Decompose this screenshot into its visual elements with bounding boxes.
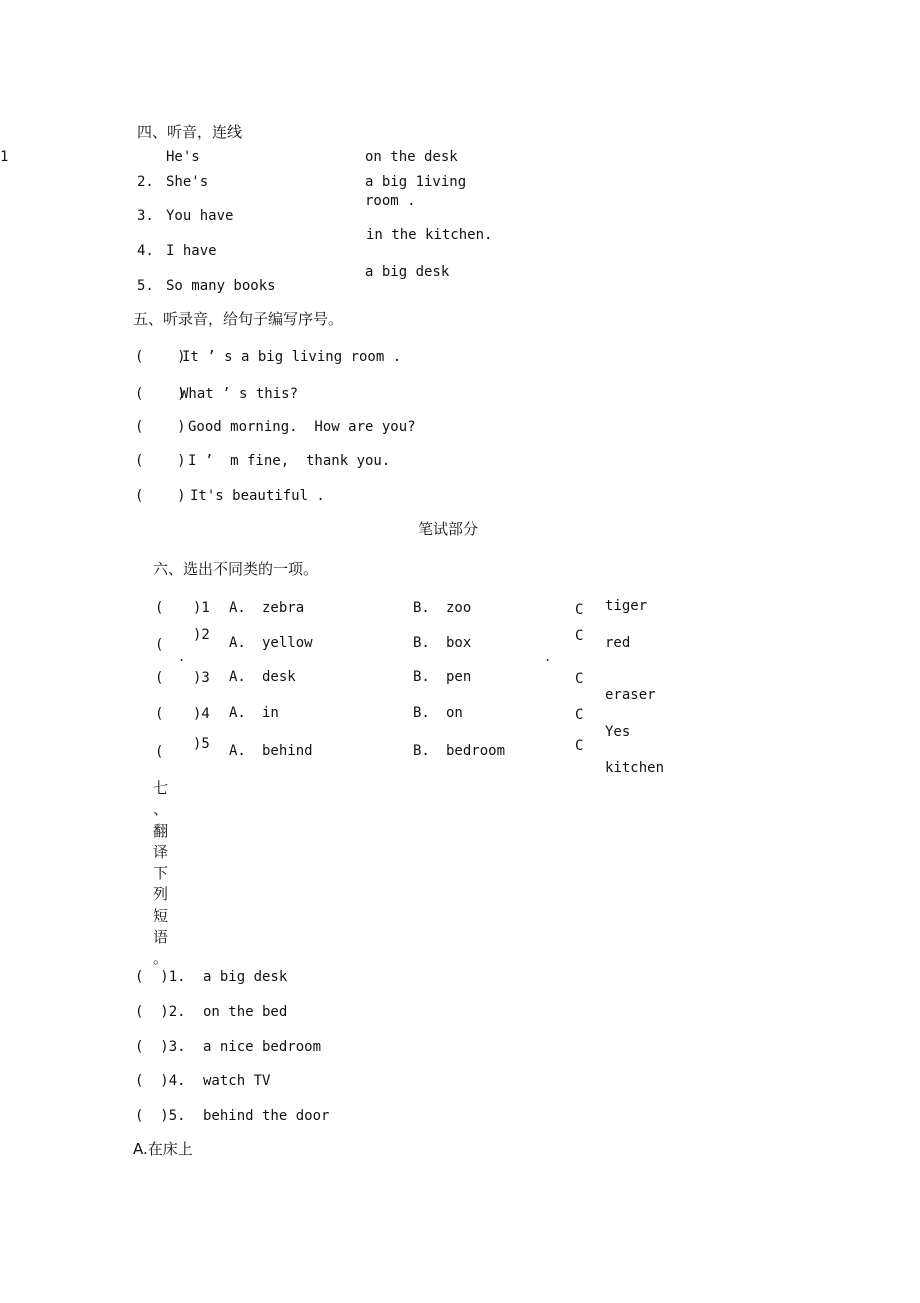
odd-one-out-num: )5 [193, 736, 210, 752]
translate-phrase-4: watch TV [203, 1073, 271, 1089]
option-a: behind [262, 743, 313, 759]
option-c: kitchen [605, 760, 665, 776]
option-a-label: A. [229, 743, 246, 759]
match-left-num-5: 5. [137, 278, 154, 294]
odd-one-out-num: )2 [193, 627, 210, 643]
order-sentence-3: Good morning. How are you? [188, 419, 416, 435]
stray-dot: . [544, 650, 552, 664]
heading-char: 。 [153, 949, 169, 968]
option-a: zebra [262, 600, 305, 616]
option-c: red [605, 635, 631, 651]
odd-one-out-paren: ( [155, 637, 164, 653]
option-c: eraser [605, 687, 656, 703]
option-c-label: C [575, 707, 584, 723]
match-left-num-2: 2. [137, 174, 154, 190]
odd-one-out-paren: ( [155, 744, 164, 760]
option-a: yellow [262, 635, 313, 651]
match-left-1: He's [166, 149, 200, 165]
heading-char: 下 [153, 864, 169, 883]
order-paren-4: ( ) [135, 453, 186, 469]
stray-dot: . [178, 650, 186, 664]
match-right-2: a big 1iving [365, 174, 467, 190]
order-sentence-2: What ’ s this? [180, 386, 299, 402]
translate-phrase-2: on the bed [203, 1004, 288, 1020]
order-sentence-4: I ’ m fine, thank you. [188, 453, 391, 469]
match-right-3: in the kitchen. [366, 227, 493, 243]
option-b: bedroom [446, 743, 506, 759]
option-b: zoo [446, 600, 472, 616]
match-left-2: She's [166, 174, 209, 190]
option-b-label: B. [413, 669, 430, 685]
match-right-1: on the desk [365, 149, 458, 165]
option-b-label: B. [413, 743, 430, 759]
section-7-heading [153, 778, 173, 970]
translate-num-5: ( )5. [135, 1108, 186, 1124]
order-paren-2: ( ) [135, 386, 186, 402]
option-c-label: C [575, 738, 584, 754]
heading-char: 列 [153, 885, 169, 904]
heading-char: 、 [153, 800, 169, 819]
heading-char: 短 [153, 906, 169, 925]
odd-one-out-num: )1 [193, 600, 210, 616]
order-sentence-5: It's beautiful . [190, 488, 325, 504]
heading-char: 七 [153, 779, 169, 797]
option-a-label: A. [229, 705, 246, 721]
section-6-heading: 六、选出不同类的一项。 [153, 560, 319, 578]
option-c-label: C [575, 602, 584, 618]
option-a-label: A. [229, 635, 246, 651]
translate-num-1: ( )1. [135, 969, 186, 985]
odd-one-out-paren: ( [155, 600, 164, 616]
translate-phrase-3: a nice bedroom [203, 1039, 322, 1055]
heading-char: 翻 [153, 821, 169, 840]
option-a: in [262, 705, 279, 721]
order-sentence-1: It ’ s a big living room . [182, 349, 402, 365]
option-b: box [446, 635, 472, 651]
option-c: tiger [605, 598, 648, 614]
match-left-3: You have [166, 208, 234, 224]
option-b-label: B. [413, 635, 430, 651]
odd-one-out-paren: ( [155, 706, 164, 722]
order-paren-3: ( ) [135, 419, 186, 435]
option-b: pen [446, 669, 472, 685]
translate-phrase-1: a big desk [203, 969, 288, 985]
odd-one-out-paren: ( [155, 670, 164, 686]
translate-num-4: ( )4. [135, 1073, 186, 1089]
order-paren-1: ( ) [135, 349, 186, 365]
odd-one-out-num: )4 [193, 706, 210, 722]
heading-char: 语 [153, 928, 169, 947]
match-left-5: So many books [166, 278, 276, 294]
match-left-num-3: 3. [137, 208, 154, 224]
answer-option-a: A.在床上 [133, 1140, 193, 1158]
option-c: Yes [605, 724, 631, 740]
translate-num-3: ( )3. [135, 1039, 186, 1055]
option-b-label: B. [413, 600, 430, 616]
option-b-label: B. [413, 705, 430, 721]
option-a: desk [262, 669, 296, 685]
match-right-2-cont: room . [365, 193, 416, 209]
translate-num-2: ( )2. [135, 1004, 186, 1020]
option-c-label: C [575, 671, 584, 687]
option-c-label: C [575, 628, 584, 644]
match-right-4: a big desk [365, 264, 450, 280]
translate-phrase-5: behind the door [203, 1108, 330, 1124]
stray-number: 1 [0, 149, 9, 165]
match-left-4: I have [166, 243, 217, 259]
section-5-heading: 五、听录音，给句子编写序号。 [133, 310, 344, 328]
option-a-label: A. [229, 600, 246, 616]
match-left-num-4: 4. [137, 243, 154, 259]
section-4-heading: 四、听音，连线 [137, 123, 243, 141]
option-b: on [446, 705, 463, 721]
option-a-label: A. [229, 669, 246, 685]
heading-char: 译 [153, 842, 169, 861]
written-part-title: 笔试部分 [418, 520, 479, 538]
order-paren-5: ( ) [135, 488, 186, 504]
odd-one-out-num: )3 [193, 670, 210, 686]
